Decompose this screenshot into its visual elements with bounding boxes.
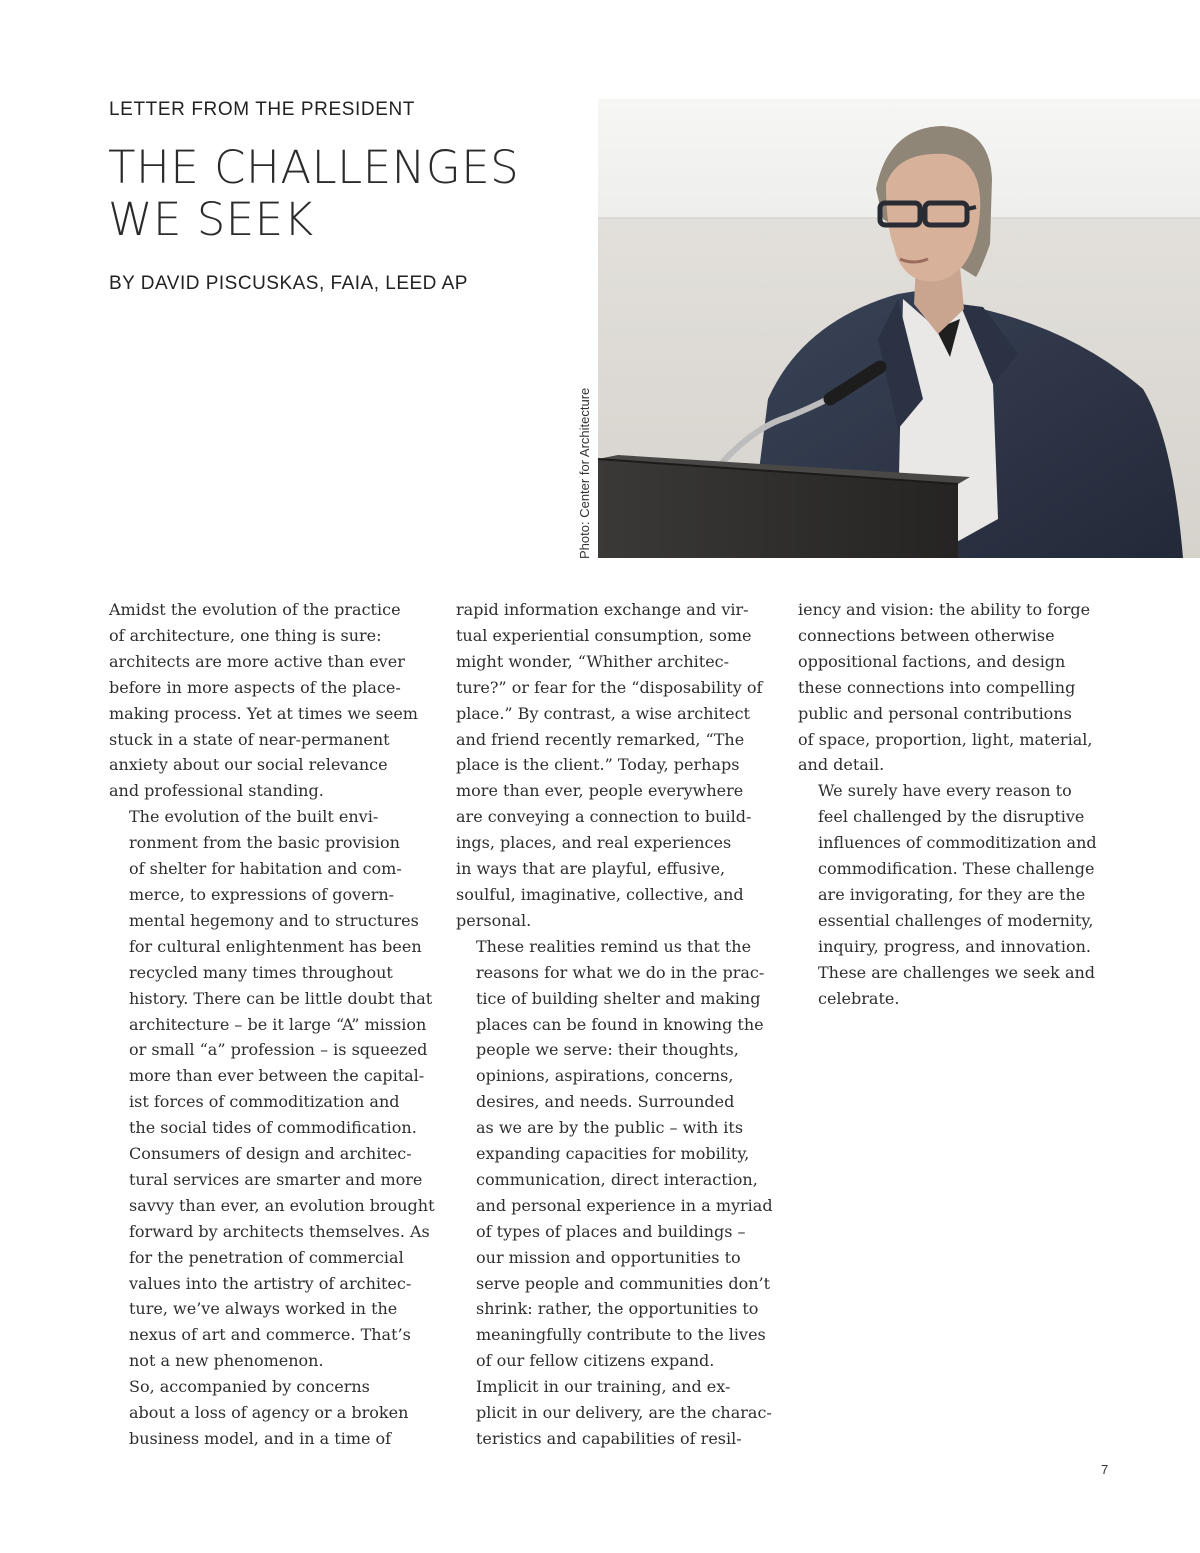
paragraph-line: soulful, imaginative, collective, and [456, 884, 744, 904]
paragraph-line: of shelter for habitation and com- [129, 859, 402, 879]
paragraph-line: opinions, aspirations, concerns, [476, 1066, 734, 1086]
paragraph-line: architects are more active than ever [109, 651, 405, 671]
paragraph-line: desires, and needs. Surrounded [476, 1092, 735, 1112]
paragraph-line: anxiety about our social relevance [109, 755, 388, 775]
speaker-photo [598, 99, 1200, 558]
paragraph-line: forward by architects themselves. As [129, 1221, 430, 1241]
page-title [108, 142, 578, 246]
paragraph-line: values into the artistry of architec- [129, 1273, 412, 1293]
paragraph-line: history. There can be little doubt that [129, 988, 433, 1008]
article-paragraph [456, 1374, 776, 1452]
paragraph-line: These realities remind us that the [476, 936, 752, 956]
paragraph-line: feel challenged by the disruptive [818, 807, 1085, 827]
page-number: 7 [1101, 1462, 1109, 1477]
kicker: LETTER FROM THE PRESIDENT [109, 99, 416, 120]
byline: BY DAVID PISCUSKAS, FAIA, LEED AP [109, 273, 468, 294]
paragraph-line: ture?” or fear for the “disposability of [456, 677, 763, 697]
article-paragraph [109, 1374, 429, 1452]
paragraph-line: teristics and capabilities of resil- [476, 1429, 742, 1448]
paragraph-line: in ways that are playful, effusive, [456, 859, 726, 879]
paragraph-line: the social tides of commodification. [129, 1118, 417, 1138]
paragraph-line: public and personal contributions [798, 703, 1072, 723]
paragraph-line: rapid information exchange and vir- [456, 600, 749, 619]
paragraph-line: architecture – be it large “A” mission [129, 1014, 427, 1034]
paragraph-line: before in more aspects of the place- [109, 677, 401, 697]
paragraph-line: merce, to expressions of govern- [129, 884, 395, 904]
paragraph-line: are conveying a connection to build- [456, 807, 752, 827]
article-paragraph [798, 778, 1118, 1011]
paragraph-line: more than ever, people everywhere [456, 781, 744, 801]
paragraph-line: place.” By contrast, a wise architect [456, 703, 750, 723]
paragraph-line: Consumers of design and architec- [129, 1144, 412, 1164]
paragraph-line: essential challenges of modernity, [818, 910, 1094, 930]
paragraph-line: for the penetration of commercial [129, 1247, 404, 1267]
paragraph-line: for cultural enlightenment has been [129, 936, 422, 956]
paragraph-line: These are challenges we seek and [818, 962, 1096, 982]
paragraph-line: ronment from the basic provision [129, 833, 400, 853]
paragraph-line: tice of building shelter and making [476, 988, 761, 1008]
title-line: WE SEEK [108, 193, 314, 246]
article-column-2 [456, 597, 776, 1452]
paragraph-line: savvy than ever, an evolution brought [129, 1195, 435, 1215]
paragraph-line: mental hegemony and to structures [129, 910, 419, 930]
paragraph-line: place is the client.” Today, perhaps [456, 755, 740, 775]
paragraph-line: about a loss of agency or a broken [129, 1403, 409, 1423]
paragraph-line: iency and vision: the ability to forge [798, 600, 1091, 619]
paragraph-line: oppositional factions, and design [798, 651, 1066, 671]
paragraph-line: and detail. [798, 755, 885, 775]
paragraph-line: personal. [456, 910, 532, 930]
paragraph-line: tual experiential consumption, some [456, 625, 752, 645]
paragraph-line: not a new phenomenon. [129, 1351, 324, 1371]
paragraph-line: The evolution of the built envi- [129, 807, 379, 827]
paragraph-line: of space, proportion, light, material, [798, 729, 1093, 749]
photo-credit [576, 347, 596, 559]
article-paragraph [109, 804, 433, 1141]
title-line: THE CHALLENGES [108, 141, 520, 194]
paragraph-line: inquiry, progress, and innovation. [818, 936, 1091, 956]
paragraph-line: our mission and opportunities to [476, 1247, 741, 1267]
paragraph-line: meaningfully contribute to the lives [476, 1325, 766, 1345]
paragraph-line: We surely have every reason to [818, 781, 1072, 801]
paragraph-line: people we serve: their thoughts, [476, 1040, 739, 1060]
paragraph-line: making process. Yet at times we seem [109, 703, 418, 723]
paragraph-line: Implicit in our training, and ex- [476, 1377, 731, 1397]
article-paragraph [456, 934, 776, 1374]
paragraph-line: more than ever between the capital- [129, 1066, 425, 1086]
paragraph-line: plicit in our delivery, are the charac- [476, 1403, 772, 1423]
paragraph-line: ture, we’ve always worked in the [129, 1299, 398, 1319]
paragraph-line: of types of places and buildings – [476, 1221, 746, 1241]
paragraph-line: as we are by the public – with its [476, 1118, 744, 1138]
paragraph-line: and professional standing. [109, 781, 324, 801]
article-paragraph [798, 597, 1118, 778]
paragraph-line: business model, and in a time of [129, 1429, 392, 1448]
paragraph-line: or small “a” profession – is squeezed [129, 1040, 428, 1060]
paragraph-line: these connections into compelling [798, 677, 1076, 697]
paragraph-line: places can be found in knowing the [476, 1014, 764, 1034]
paragraph-line: serve people and communities don’t [476, 1273, 771, 1293]
paragraph-line: expanding capacities for mobility, [476, 1144, 750, 1164]
paragraph-line: ings, places, and real experiences [456, 833, 732, 853]
paragraph-line: of architecture, one thing is sure: [109, 625, 382, 645]
photo-credit-text: Photo: Center for Architecture [577, 387, 592, 559]
paragraph-line: ist forces of commoditization and [129, 1092, 400, 1112]
paragraph-line: communication, direct interaction, [476, 1169, 758, 1189]
article-paragraph [456, 597, 776, 934]
paragraph-line: and friend recently remarked, “The [456, 729, 745, 749]
paragraph-line: shrink: rather, the opportunities to [476, 1299, 759, 1319]
paragraph-line: nexus of art and commerce. That’s [129, 1325, 411, 1345]
paragraph-line: stuck in a state of near-permanent [109, 729, 390, 749]
paragraph-line: of our fellow citizens expand. [476, 1351, 715, 1371]
paragraph-line: celebrate. [818, 988, 900, 1008]
paragraph-line: are invigorating, for they are the [818, 884, 1086, 904]
paragraph-line: recycled many times throughout [129, 962, 393, 982]
paragraph-line: Amidst the evolution of the practice [109, 600, 401, 619]
paragraph-line: So, accompanied by concerns [129, 1377, 370, 1397]
paragraph-line: commodification. These challenge [818, 859, 1095, 879]
article-column-3 [798, 597, 1118, 1012]
paragraph-line: tural services are smarter and more [129, 1169, 423, 1189]
paragraph-line: might wonder, “Whither architec- [456, 651, 730, 671]
paragraph-line: connections between otherwise [798, 625, 1055, 645]
article-column-1 [109, 597, 435, 1452]
article-paragraph [109, 597, 429, 804]
paragraph-line: and personal experience in a myriad [476, 1195, 773, 1215]
paragraph-line: reasons for what we do in the prac- [476, 962, 765, 982]
paragraph-line: influences of commoditization and [818, 833, 1097, 853]
article-paragraph [109, 1141, 435, 1374]
